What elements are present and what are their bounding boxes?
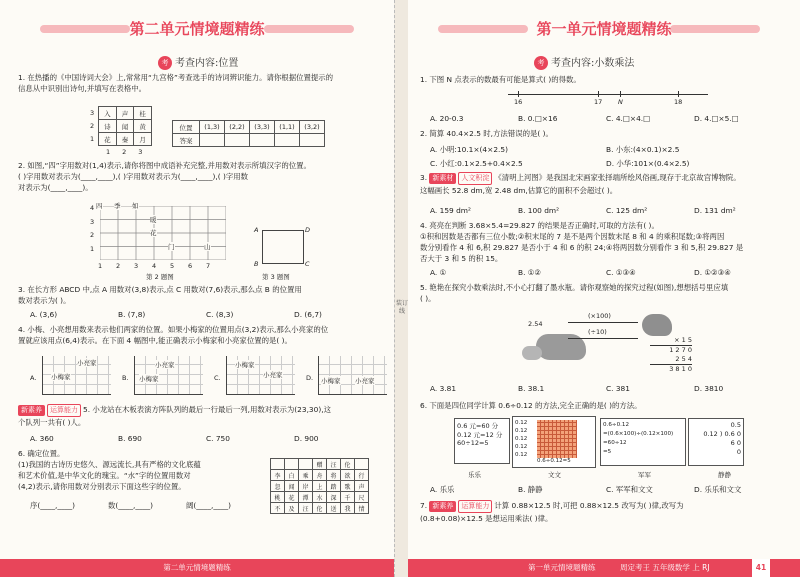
poem-grid [270, 458, 369, 514]
hundred-grid [537, 420, 577, 458]
junjun-line: =60÷12 [603, 440, 627, 446]
question-1: 1. 下图 N 点表示的数最有可能是算式( )的得数。 [420, 75, 581, 84]
axis-label: 1 [90, 244, 95, 253]
poem-cell: 李 [271, 470, 285, 481]
q7-text-a: 计算 0.88×12.5 时,可把 0.88×12.5 改写为( )律,改写为 [494, 501, 684, 510]
grid-figure-c [226, 356, 295, 395]
grid-char: 门 [168, 243, 175, 251]
question-3: 3. 新素材 人文积淀 《清明上河图》是我国北宋画家张择端所绘风俗画,现存于北京故宫博物院。 这幅画长 52.8 dm,宽 2.48 dm,估算它的面积不会超过( )。 [420, 172, 794, 196]
right-topic-tag [534, 54, 634, 70]
jingjing-line: 0.12 ) 0.6 0 [703, 430, 741, 438]
poem-cell: 歌 [341, 481, 355, 492]
answer-cell[interactable] [200, 134, 225, 147]
option[interactable]: D. 小华:101×(0.4×2.5) [606, 159, 690, 168]
div-label: (÷10) [588, 328, 607, 336]
option-letter[interactable]: B. [122, 374, 129, 382]
option[interactable]: A. 小明:10.1×(4×2.5) [430, 145, 508, 154]
house-mei: 小梅家 [235, 361, 255, 369]
q4-options [430, 268, 782, 277]
grid-cell: 闻 [116, 120, 134, 133]
calc-digit: 2 [675, 346, 680, 354]
grid-cell: 诗 [99, 120, 117, 133]
option[interactable]: C. 小红:0.1×2.5+0.4×2.5 [430, 159, 523, 168]
q4-text-a: 4. 亮亮在判断 3.68×5.4=29.827 的结果是否正确时,可取的方法有( )。 [420, 221, 659, 230]
calc-digit: 0 [687, 365, 692, 373]
q4-figures [30, 352, 390, 398]
axis-label: 6 [188, 262, 193, 270]
grid-figure-b [134, 356, 203, 395]
question-4 [420, 220, 796, 264]
calc-digit: 1 [681, 336, 686, 344]
calc-digit: 4 [687, 355, 692, 363]
q2-grid-lines [100, 206, 226, 260]
junjun-line: =(0.6×100)÷(0.12×100) [603, 431, 674, 437]
ink-blot-right [642, 314, 672, 336]
poem-cell: 我 [341, 503, 355, 514]
row-label: 1 [90, 135, 95, 143]
axis-label: 3 [90, 217, 95, 226]
option[interactable]: D. 900 [294, 434, 319, 443]
jingjing-line: 0.5 [730, 421, 741, 429]
poem-cell [285, 459, 299, 470]
poem-cell: 欲 [341, 470, 355, 481]
right-banner [408, 14, 800, 44]
q2-grid-figure [90, 202, 226, 270]
answer-cell[interactable] [300, 134, 325, 147]
q5-text-a: 5. 小龙站在木板表演方阵队列的最后一行最后一列,用数对表示为(23,30),这 [83, 405, 331, 414]
poem-cell: 汪 [327, 459, 341, 470]
method-label: 静静 [718, 471, 731, 479]
left-banner [0, 14, 394, 44]
answer-cell[interactable] [250, 134, 275, 147]
poem-cell: 白 [285, 470, 299, 481]
option[interactable]: A. ① [430, 268, 447, 277]
option[interactable]: B. 小东:(4×0.1)×2.5 [606, 145, 680, 154]
q5-options [30, 434, 382, 443]
poem-cell: 将 [327, 470, 341, 481]
q6-options [430, 484, 782, 495]
q7-text-b: (0.8+0.08)×12.5 是想运用乘法( )律。 [420, 514, 553, 523]
new-material-badge: 新素材 [429, 173, 456, 184]
method-jingjing [688, 418, 744, 466]
q2-y-axis [90, 202, 94, 256]
q6-fill-blanks [30, 500, 264, 511]
poem-cell: 踏 [327, 481, 341, 492]
lele-line: 0.12 元=12 分 [457, 431, 503, 439]
method-label: 乐乐 [468, 471, 481, 479]
poem-cell: 情 [355, 503, 369, 514]
calc-digit: 7 [681, 346, 686, 354]
question-3 [18, 284, 390, 306]
wenwen-labels [515, 419, 527, 459]
question-7: 7. 新素养 运算能力 计算 0.88×12.5 时,可把 0.88×12.5 改写为( )律,改写为 (0.8+0.08)×12.5 是想运用乘法( )律。 [420, 500, 796, 524]
tick [518, 91, 519, 97]
q4-text-c: 数分别看作 4 和 6,积 29.827 是否小于 4 和 6 的积 24;④将两因数分别看作 3 和 5,积 29.827 是 [420, 243, 744, 252]
wenwen-label: 0.12 [515, 428, 528, 434]
option[interactable]: C. ①③④ [606, 268, 636, 277]
grid-cell: 声 [116, 107, 134, 120]
option[interactable]: D. 3810 [694, 384, 724, 393]
q1-text-b: 信息从中识别出诗句,并填写在表格中。 [18, 84, 146, 93]
fig2-caption: 第 2 题图 [146, 273, 174, 281]
question-6: 6. 下面是四位同学计算 0.6÷0.12 的方法,完全正确的是( )的方法。 [420, 401, 642, 410]
option[interactable]: C. 军军和文文 [606, 485, 653, 494]
col-label: 1 [106, 148, 111, 156]
option[interactable]: A. 乐乐 [430, 485, 455, 494]
q1-col-labels [106, 148, 142, 156]
junjun-line: =5 [603, 449, 612, 455]
poem-cell: 上 [313, 481, 327, 492]
question-2: 2. 简算 40.4×2.5 时,方法错误的是( )。 [420, 129, 553, 138]
poem-cell: 尺 [355, 492, 369, 503]
q3-text-a: 3. 在长方形 ABCD 中,点 A 用数对(3,8)表示,点 C 用数对(7,6)表示,那么点 B 的位置用 [18, 285, 302, 294]
table-head: (1,1) [275, 121, 300, 134]
method-wenwen [512, 416, 596, 468]
skill-badge: 运算能力 [458, 500, 492, 513]
option[interactable]: B. 690 [118, 434, 142, 443]
grid-cell: 桂 [134, 107, 152, 120]
q1-nine-grid [90, 106, 152, 156]
option-letter[interactable]: D. [306, 374, 314, 382]
wenwen-label: 0.12 [515, 452, 528, 458]
option[interactable]: D. 乐乐和文文 [694, 485, 742, 494]
poem-cell: 伦 [341, 459, 355, 470]
axis-label: 1 [98, 262, 103, 270]
option[interactable]: C. 381 [606, 384, 630, 393]
q5-text-b: 个队列一共有( )人。 [18, 418, 86, 427]
poem-cell: 伦 [313, 503, 327, 514]
house-liang: 小亮家 [355, 377, 375, 385]
grid-char: 暖 [150, 216, 157, 224]
q3-text-b: 这幅画长 52.8 dm,宽 2.48 dm,估算它的面积不会超过( )。 [420, 186, 618, 195]
option[interactable]: B. 38.1 [518, 384, 545, 393]
grid-cell: 月 [134, 133, 152, 146]
poem-cell: 及 [285, 503, 299, 514]
poem-cell: 汪 [299, 503, 313, 514]
poem-cell: 千 [341, 492, 355, 503]
option[interactable]: B. 0.□×16 [518, 114, 558, 123]
exam-icon: 考 [158, 56, 172, 70]
axis-label: 4 [90, 204, 95, 212]
option[interactable]: C. 750 [206, 434, 230, 443]
answer-cell[interactable] [275, 134, 300, 147]
q6-text-c: 和艺术价值,是中华文化的瑰宝。“水”字的位置用数对 [18, 471, 191, 480]
option[interactable]: C. 4.□×4.□ [606, 114, 651, 123]
tick [678, 91, 679, 97]
calc-digit: 3 [669, 365, 674, 373]
option[interactable]: D. 131 dm² [694, 206, 736, 215]
tick-label: 17 [594, 98, 603, 106]
q1-options [430, 114, 782, 123]
house-liang: 小亮家 [77, 359, 97, 367]
arrow-top [568, 322, 638, 323]
poem-cell: 岸 [299, 481, 313, 492]
question-5 [18, 404, 390, 428]
q2-x-axis [98, 262, 224, 270]
answer-row-label: 答案 [173, 134, 200, 147]
q5-text-a: 5. 艳艳在探究小数乘法时,不小心打翻了墨水瓶。请你观察她的探究过程(如图),想想括号里应填 [420, 283, 729, 292]
right-banner-title: 第一单元情境题精练 [536, 20, 672, 38]
question-6 [18, 448, 268, 492]
q5-options [430, 384, 782, 393]
tick-label: N [618, 98, 623, 106]
col-label: 2 [122, 148, 127, 156]
q5-text-b: ( )。 [420, 294, 436, 303]
calc-digit: 5 [687, 336, 692, 344]
fill-blank[interactable]: 数(____,____) [108, 501, 154, 510]
option[interactable]: D. (6,7) [294, 310, 322, 319]
q2-text-b: ( )字用数对表示为(____,____),( )字用数对表示为(____,____),( )字用数 [18, 172, 249, 181]
q6-text-a: 6. 确定位置。 [18, 449, 65, 458]
skill-badge: 人文积淀 [458, 172, 492, 185]
left-footer: 第二单元情境题精练 [0, 559, 394, 577]
fill-blank[interactable]: 阔(____,____) [186, 501, 232, 510]
q4-text-b: ①积和因数是否都有三位小数;②积末尾的 7 是不是两个因数末尾 8 和 4 的乘积尾数;③将两因 [420, 232, 725, 241]
junjun-line: 0.6÷0.12 [603, 422, 630, 428]
option[interactable]: D. 4.□×5.□ [694, 114, 739, 123]
tick-label: 18 [674, 98, 683, 106]
grid-cell: 秦 [116, 133, 134, 146]
q3-text-b: 数对表示为( )。 [18, 296, 71, 305]
grid-char: 季 [114, 202, 121, 210]
rectangle-abcd [262, 230, 304, 264]
option[interactable]: A. 3.81 [430, 384, 457, 393]
poem-cell: 送 [327, 503, 341, 514]
poem-cell: 潭 [299, 492, 313, 503]
poem-cell: 行 [355, 470, 369, 481]
option[interactable]: B. 静静 [518, 485, 543, 494]
lele-line: 0.6 元=60 分 [457, 422, 499, 430]
q2-options-row1 [430, 144, 782, 155]
grid-cell: 花 [99, 133, 117, 146]
calc-digit: 8 [675, 365, 680, 373]
axis-label: 3 [134, 262, 139, 270]
house-liang: 小亮家 [263, 371, 283, 379]
answer-cell[interactable] [225, 134, 250, 147]
footer-book: 周定考王 五年级数学 上 RJ [620, 563, 710, 572]
method-lele [454, 418, 510, 464]
grid-char: 花 [150, 229, 157, 237]
option-letter[interactable]: C. [214, 374, 221, 382]
calc-digit: 0 [687, 346, 692, 354]
method-label: 军军 [638, 471, 651, 479]
q1-text-a: 1. 在热播的《中国诗词大会》上,常常用“九宫格”考查选手的诗词辨识能力。请你根据位置提示的 [18, 73, 334, 82]
q2-text-a: 2. 如图,“四”字用数对(1,4)表示,请你将图中成语补充完整,并用数对表示所填汉字的位置。 [18, 161, 311, 170]
grid-figure-d [318, 356, 387, 395]
skill-badge: 运算能力 [47, 404, 81, 417]
poem-cell [271, 459, 285, 470]
left-page [0, 0, 394, 577]
table-head: (1,3) [200, 121, 225, 134]
table-head: 位置 [173, 121, 200, 134]
grid-char: 四 [96, 202, 103, 210]
option[interactable]: A. 360 [30, 434, 54, 443]
footer-unit: 第一单元情境题精练 [528, 563, 596, 572]
q6-text-b: (1)我国的古诗历史悠久、源远流长,具有严格的文化底蕴 [18, 460, 201, 469]
poem-cell: 声 [355, 481, 369, 492]
calc-digit: 1 [669, 346, 674, 354]
poem-cell: 赠 [313, 459, 327, 470]
left-topic-label: 考查内容:位置 [175, 58, 239, 69]
tick [620, 91, 621, 97]
lele-line: 60÷12=5 [457, 439, 489, 447]
poem-cell: 忽 [271, 481, 285, 492]
q4-text-b: 置就应该用点(6,4)表示。在下面 4 幅图中,能正确表示小梅家和小亮家位置的是( )。 [18, 336, 292, 345]
left-number: 2.54 [528, 320, 543, 328]
axis-label: 7 [206, 262, 211, 270]
new-literacy-badge: 新素养 [429, 501, 456, 512]
tick-label: 16 [514, 98, 523, 106]
option[interactable]: B. (7,8) [118, 310, 146, 319]
jingjing-line: 0 [736, 448, 741, 456]
house-mei: 小梅家 [51, 373, 71, 381]
axis-label: 2 [116, 262, 121, 270]
poem-cell: 闻 [285, 481, 299, 492]
question-4 [18, 324, 390, 346]
calc-digit: 1 [681, 365, 686, 373]
mult-label: (×100) [588, 312, 611, 320]
house-liang: 小亮家 [155, 361, 175, 369]
question-2 [18, 160, 390, 193]
tick [598, 91, 599, 97]
q4-text-a: 4. 小梅、小亮想用数来表示他们两家的位置。如果小梅家的位置用点(3,2)表示,那么小亮家的位 [18, 325, 329, 334]
grid-char: 山 [204, 243, 211, 251]
grid-char: 如 [132, 202, 139, 210]
q2-options-row2 [430, 158, 782, 169]
axis-label: 5 [170, 262, 175, 270]
option[interactable]: C. 125 dm² [606, 206, 648, 215]
option[interactable]: D. ①②③④ [694, 268, 731, 277]
page-number: 41 [752, 559, 770, 577]
right-footer [408, 559, 800, 577]
option[interactable]: A. 159 dm² [430, 206, 471, 215]
poem-cell: 舟 [313, 470, 327, 481]
q4-text-d: 否大于 3 和 5 的积 15。 [420, 254, 503, 263]
poem-cell: 深 [327, 492, 341, 503]
corner-b: B [254, 260, 259, 268]
q3-options [430, 206, 782, 215]
poem-cell: 乘 [299, 470, 313, 481]
q3-options [30, 310, 382, 319]
option-letter[interactable]: A. [30, 374, 37, 382]
q2-text-c: 对表示为(____,____)。 [18, 183, 93, 192]
q1-row-labels [90, 107, 94, 146]
wenwen-label: 0.12 [515, 444, 528, 450]
left-topic-tag [158, 54, 238, 70]
axis-label: 2 [90, 231, 95, 239]
axis-label: 4 [152, 262, 157, 270]
calc-digit: 2 [675, 355, 680, 363]
row-label: 3 [90, 109, 95, 117]
option[interactable]: C. (8,3) [206, 310, 234, 319]
house-mei: 小梅家 [139, 375, 159, 383]
table-head: (3,3) [250, 121, 275, 134]
row-label: 2 [90, 122, 95, 130]
option[interactable]: B. ①② [518, 268, 542, 277]
jingjing-line: 6 0 [730, 439, 741, 447]
col-label: 3 [138, 148, 143, 156]
question-5 [420, 282, 796, 304]
corner-a: A [254, 226, 259, 234]
poem-cell: 桃 [271, 492, 285, 503]
q3-text-a: 《清明上河图》是我国北宋画家张择端所绘风俗画,现存于北京故宫博物院。 [494, 173, 741, 182]
q5-figure [528, 312, 708, 378]
wenwen-label: 0.12 [515, 420, 528, 426]
option[interactable]: B. 100 dm² [518, 206, 560, 215]
house-mei: 小梅家 [321, 377, 341, 385]
poem-cell: 不 [271, 503, 285, 514]
method-label: 文文 [548, 471, 561, 479]
q6-text-d: (4,2)表示,请你用数对分别表示下面这些字的位置。 [18, 482, 186, 491]
fill-blank[interactable]: 序(____,____) [30, 501, 76, 510]
poem-cell [355, 459, 369, 470]
q1-answer-table [172, 120, 325, 147]
table-head: (3,2) [300, 121, 325, 134]
left-banner-title: 第二单元情境题精练 [129, 20, 265, 38]
option[interactable]: A. 20-0.3 [430, 114, 464, 123]
method-labels [468, 470, 778, 479]
new-literacy-badge: 新素养 [18, 405, 45, 416]
wenwen-label: 0.12 [515, 436, 528, 442]
method-junjun [600, 418, 686, 466]
corner-c: C [305, 260, 310, 268]
calc-digit: 5 [681, 355, 686, 363]
right-topic-label: 考查内容:小数乘法 [551, 58, 635, 69]
calc-digit: × [674, 336, 680, 344]
vertical-calc [650, 336, 692, 374]
poem-cell [299, 459, 313, 470]
ink-blot-small [522, 346, 542, 360]
option[interactable]: A. (3,6) [30, 310, 58, 319]
number-line [508, 88, 708, 108]
poem-cell: 水 [313, 492, 327, 503]
corner-d: D [305, 226, 311, 234]
arrow-bottom [568, 338, 638, 339]
fig3-caption: 第 3 题图 [262, 273, 290, 281]
exam-icon: 考 [534, 56, 548, 70]
question-1 [18, 72, 388, 94]
wenwen-bottom: 0.6÷0.12=5 [537, 458, 571, 464]
poem-cell: 花 [285, 492, 299, 503]
grid-cell: 黄 [134, 120, 152, 133]
grid-cell: 入 [99, 107, 117, 120]
binding-line-label: 装订线 [395, 300, 408, 315]
table-head: (2,2) [225, 121, 250, 134]
grid-figure-a [42, 356, 111, 395]
right-page [408, 0, 800, 577]
